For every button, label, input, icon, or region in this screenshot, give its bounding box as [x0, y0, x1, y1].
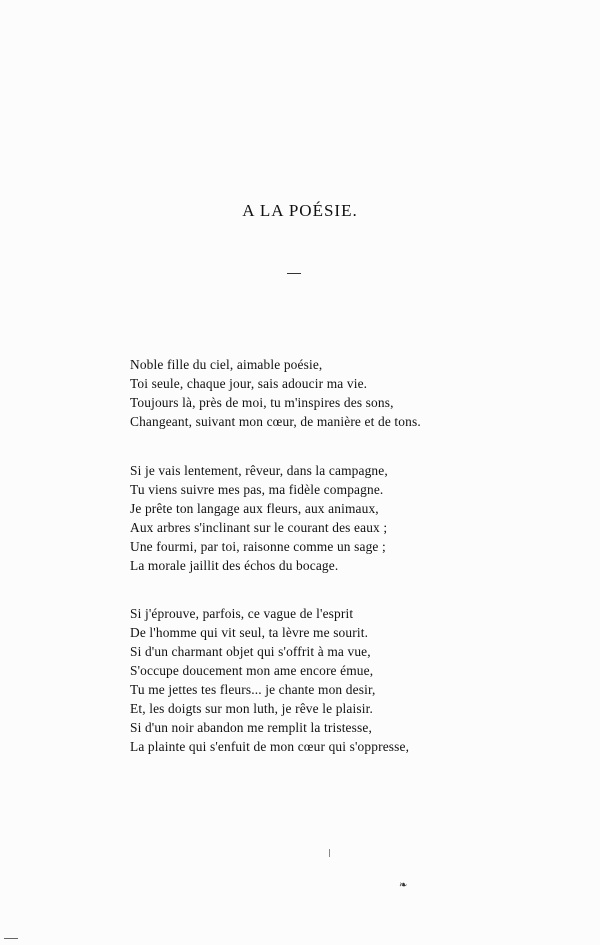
verse-line: Et, les doigts sur mon luth, je rêve le plaisir.: [130, 701, 373, 716]
verse-line: Tu viens suivre mes pas, ma fidèle compagne.: [130, 482, 384, 497]
stanza-2: [130, 461, 388, 575]
verse-line: La plainte qui s'enfuit de mon cœur qui s'oppresse,: [130, 739, 410, 754]
verse-line: De l'homme qui vit seul, ta lèvre me sourit.: [130, 625, 369, 640]
verse-line: La morale jaillit des échos du bocage.: [130, 558, 339, 573]
stanza-3: [130, 604, 409, 756]
verse-line: Si j'éprouve, parfois, ce vague de l'esprit: [130, 606, 354, 621]
poem-title: A LA POÉSIE.: [242, 201, 358, 220]
ornament-mark: ❧: [399, 880, 408, 891]
print-speck: [329, 849, 330, 857]
verse-line: Changeant, suivant mon cœur, de manière et de tons.: [130, 414, 421, 429]
verse-line: Je prête ton langage aux fleurs, aux animaux,: [130, 501, 379, 516]
verse-line: Toi seule, chaque jour, sais adoucir ma vie.: [130, 376, 368, 391]
edge-rule: [4, 938, 18, 939]
verse-line: Si d'un charmant objet qui s'offrit à ma vue,: [130, 644, 371, 659]
verse-line: Si je vais lentement, rêveur, dans la campagne,: [130, 463, 388, 478]
verse-line: Noble fille du ciel, aimable poésie,: [130, 357, 323, 372]
verse-line: Aux arbres s'inclinant sur le courant des eaux ;: [130, 520, 388, 535]
verse-line: Toujours là, près de moi, tu m'inspires des sons,: [130, 395, 394, 410]
stanza-1: [130, 355, 421, 431]
verse-line: S'occupe doucement mon ame encore émue,: [130, 663, 374, 678]
verse-line: Une fourmi, par toi, raisonne comme un sage ;: [130, 539, 386, 554]
verse-line: Tu me jettes tes fleurs... je chante mon desir,: [130, 682, 376, 697]
title-rule: [287, 273, 301, 274]
verse-line: Si d'un noir abandon me remplit la tristesse,: [130, 720, 372, 735]
